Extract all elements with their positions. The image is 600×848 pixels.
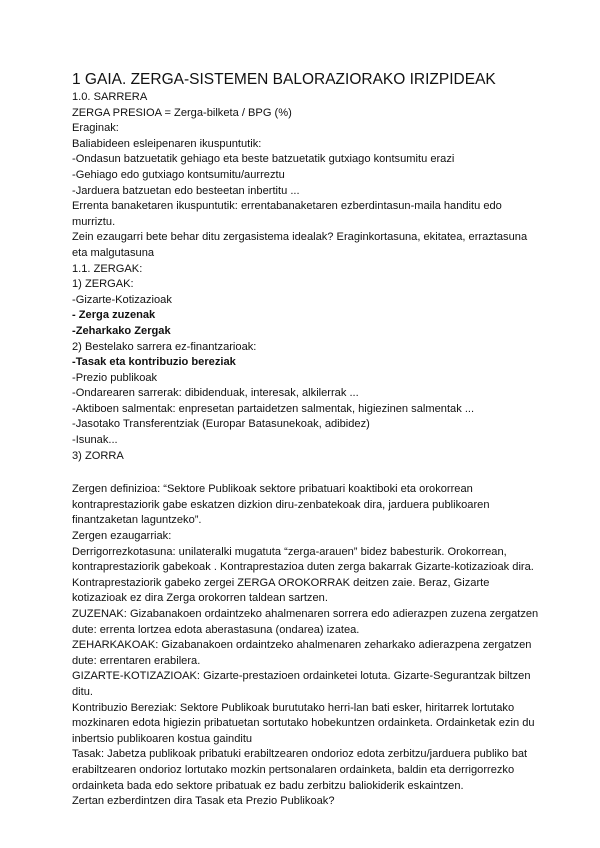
paragraph: ZEHARKAKOAK: Gizabanakoen ordaintzeko ahalmenaren zeharkako adierazpena zergatzen dute: errentaren erabilera. [72,639,532,667]
paragraph: -Gehiago edo gutxiago kontsumitu/aurreztu [72,168,285,181]
paragraph: Errenta banaketaren ikuspuntutik: errentabanaketaren ezberdintasun-maila handitu edo murriztu. [72,200,502,228]
document-page [72,70,542,810]
paragraph: 3) ZORRA [72,449,124,462]
paragraph: Baliabideen esleipenaren ikuspuntutik: [72,137,262,150]
paragraph: 2) Bestelako sarrera ez-finantzarioak: [72,340,257,353]
paragraph: -Tasak eta kontribuzio bereziak [72,356,236,369]
paragraph: -Ondarearen sarrerak: dibidenduak, interesak, alkilerrak ... [72,387,359,400]
paragraph: ZERGA PRESIOA = Zerga-bilketa / BPG (%) [72,106,292,119]
paragraph: Eraginak: [72,122,119,135]
paragraph: -Isunak... [72,434,118,447]
paragraph: -Aktiboen salmentak: enpresetan partaidetzen salmentak, higiezinen salmentak ... [72,402,475,415]
paragraph: ZUZENAK: Gizabanakoen ordaintzeko ahalmenaren sorrera edo adierazpen zuzena zergatzen dute: errenta lortzea edota aberastasuna (ondarea) izatea. [72,608,539,636]
paragraph: Zertan ezberdintzen dira Tasak eta Prezio Publikoak? [72,795,335,808]
paragraph: Zein ezaugarri bete behar ditu zergasistema idealak? Eraginkortasuna, ekitatea, erraztasuna eta malgutasuna [72,231,528,259]
paragraph: Tasak: Jabetza publikoak pribatuki erabiltzearen ondorioz edota zerbitzu/jarduera publiko bat erabiltzearen ondorioz lortutako mozkin pertsonalaren ordainketa, baldin eta derrigorrezko ordainketa bada edo sektore pribatuak ez badu zerbitzu baliokiderik eskaintzen. [72,748,528,792]
paragraph: Zergen definizioa: “Sektore Publikoak sektore pribatuari koaktiboki eta orokorrean kontraprestaziorik gabe eskatzen dizkion diru-zenbatekoak dira, jarduera publikoaren finantzaketan laguntzeko”. [72,483,490,527]
paragraph: - Zerga zuzenak [72,309,156,322]
paragraph: -Gizarte-Kotizazioak [72,293,172,306]
paragraph: 1.0. SARRERA [72,91,148,103]
paragraph: -Ondasun batzuetatik gehiago eta beste batzuetatik gutxiago kontsumitu erazi [72,153,455,166]
section-spacer [72,464,542,482]
section-definitions [72,482,542,809]
section-introduction [72,90,542,464]
paragraph: 1) ZERGAK: [72,278,134,291]
paragraph: -Zeharkako Zergak [72,324,171,337]
paragraph: Zergen ezaugarriak: [72,530,172,543]
paragraph: Derrigorrezkotasuna: unilateralki mugatuta “zerga-arauen” bidez babesturik. Orokorrean, kontraprestaziorik gabekoak . Kontraprestazioa duten zerga bakarrak Gizarte-kotizazioak dira. Kontraprestaziorik gabeko zergei ZERGA OROKORRAK deitzen zaie. Beraz, Gizarte kotizazioak ez dira Zerga orokorren taldean sartzen. [72,545,534,605]
paragraph: Kontribuzio Bereziak: Sektore Publikoak burututako herri-lan bati esker, hiritarrek lortutako mozkinaren edota higiezin pribatuetan sortutako hobekuntzen ordainketa. Ordainketak ezin du inbertsio publikoaren kostua gainditu [72,701,535,745]
paragraph: 1.1. ZERGAK: [72,262,143,275]
paragraph: -Jarduera batzuetan edo besteetan inbertitu ... [72,184,300,197]
paragraph: GIZARTE-KOTIZAZIOAK: Gizarte-prestazioen ordainketei lotuta. Gizarte-Segurantzak biltzen ditu. [72,670,531,698]
document-title: 1 GAIA. ZERGA-SISTEMEN BALORAZIORAKO IRIZPIDEAK [72,71,496,88]
paragraph: -Jasotako Transferentziak (Europar Batasunekoak, adibidez) [72,418,370,431]
paragraph: -Prezio publikoak [72,371,158,384]
